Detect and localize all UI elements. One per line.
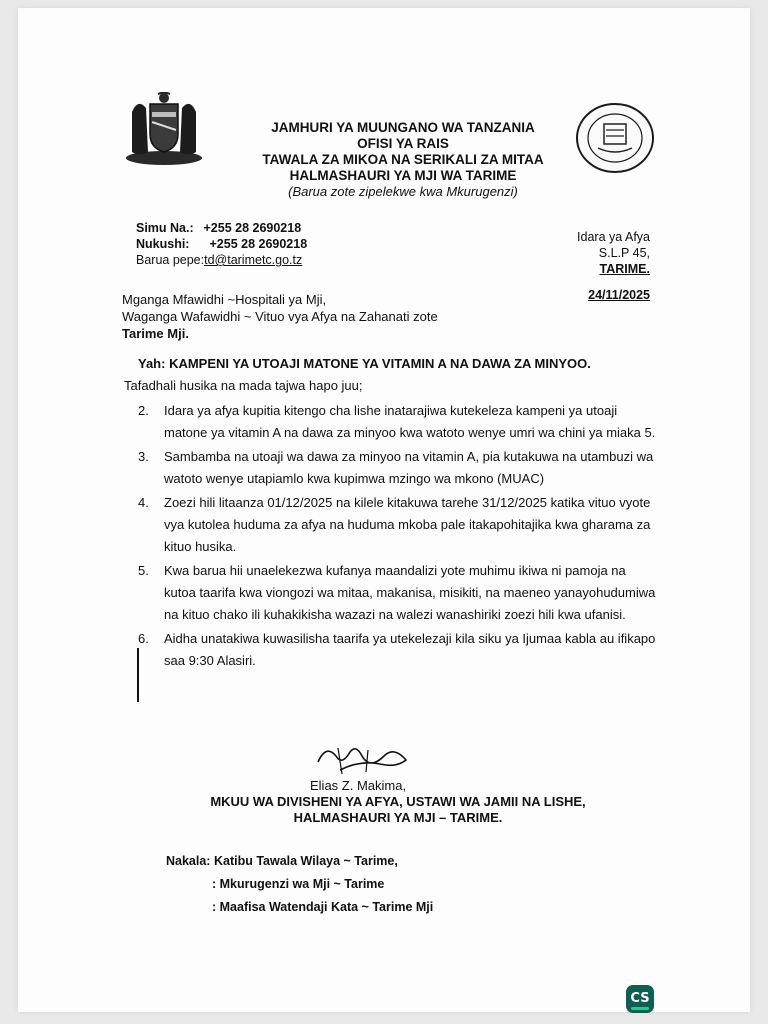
header-line-3: TAWALA ZA MIKOA NA SERIKALI ZA MITAA: [262, 152, 544, 167]
signatory-title-2: HALMASHAURI YA MJI – TARIME.: [293, 810, 503, 825]
fax-label: Nukushi:: [136, 237, 190, 251]
copy-recipient: : Mkurugenzi wa Mji ~ Tarime: [212, 877, 385, 891]
margin-pen-mark: [137, 648, 139, 702]
town: TARIME.: [599, 262, 650, 276]
header-line-1: JAMHURI YA MUUNGANO WA TANZANIA: [271, 120, 535, 135]
header-block: [218, 120, 588, 200]
list-item: 2. Idara ya afya kupitia kitengo cha lishe inatarajiwa kutekeleza kampeni ya utoaji matone ya vitamin A na dawa za minyoo kwa watoto wenye umri wa chini ya miaka 5.: [138, 403, 656, 440]
contact-block: [136, 220, 307, 268]
signatory-title: [158, 794, 638, 826]
dept-name: Idara ya Afya: [577, 230, 650, 244]
po-box: S.L.P 45,: [598, 246, 650, 260]
camscanner-badge[interactable]: CS: [626, 985, 654, 1013]
sender-address: [577, 229, 650, 303]
copies-block: [166, 850, 433, 919]
email-link[interactable]: td@tarimetc.go.tz: [204, 253, 303, 267]
signature-icon: [308, 740, 428, 780]
subject-line: Yah: KAMPENI YA UTOAJI MATONE YA VITAMIN A NA DAWA ZA MINYOO.: [138, 356, 591, 371]
list-item: 3. Sambamba na utoaji wa dawa za minyoo na vitamin A, pia kutakuwa na utambuzi wa watoto wenye utapiamlo kwa kupimwa mzingo wa mkono (MUAC): [138, 449, 654, 486]
header-line-4: HALMASHAURI YA MJI WA TARIME: [289, 168, 517, 183]
recipient-line-3: Tarime Mji.: [122, 326, 189, 341]
copies-label: Nakala:: [166, 854, 211, 868]
body-list: [138, 400, 658, 674]
intro-text: Tafadhali husika na mada tajwa hapo juu;: [124, 378, 363, 393]
phone-label: Simu Na.:: [136, 221, 194, 235]
copy-recipient: : Maafisa Watendaji Kata ~ Tarime Mji: [212, 900, 434, 914]
signatory-title-1: MKUU WA DIVISHENI YA AFYA, USTAWI WA JAMII NA LISHE,: [210, 794, 586, 809]
letter-date: 24/11/2025: [588, 288, 650, 302]
list-item: 6. Aidha unatakiwa kuwasilisha taarifa ya utekelezaji kila siku ya Ijumaa kabla au ifikapo saa 9:30 Alasiri.: [138, 631, 656, 668]
phone-number: +255 28 2690218: [203, 221, 302, 235]
header-note: (Barua zote zipelekwe kwa Mkurugenzi): [288, 184, 518, 199]
list-item: 5. Kwa barua hii unaelekezwa kufanya maandalizi yote muhimu ikiwa ni pamoja na kutoa taarifa kwa viongozi wa mitaa, makanisa, misikiti, na maeneo yanayohudumiwa na kituo chako ili kuhakikisha wazazi na walezi wanashiriki zoezi hili kwa ufanisi.: [138, 563, 656, 622]
recipient-line-1: Mganga Mfawidhi ~Hospitali ya Mji,: [122, 292, 327, 307]
recipient-line-2: Waganga Wafawidhi ~ Vituo vya Afya na Zahanati zote: [122, 309, 438, 324]
list-item: 4. Zoezi hili litaanza 01/12/2025 na kilele kitakuwa tarehe 31/12/2025 katika vituo vyote vya kutolea huduma za afya na huduma mkoba pale itakapohitajika kwa gharama za kituo husika.: [138, 495, 651, 554]
recipient-block: [122, 291, 438, 342]
fax-number: +255 28 2690218: [209, 237, 308, 251]
letter-page: [18, 8, 750, 1012]
header-line-2: OFISI YA RAIS: [357, 136, 449, 151]
coat-of-arms-icon: [122, 92, 206, 168]
email-label: Barua pepe:: [136, 253, 205, 267]
copy-recipient: Katibu Tawala Wilaya ~ Tarime,: [213, 854, 398, 868]
council-seal-icon: [574, 100, 656, 176]
signatory-name: Elias Z. Makima,: [310, 778, 407, 793]
